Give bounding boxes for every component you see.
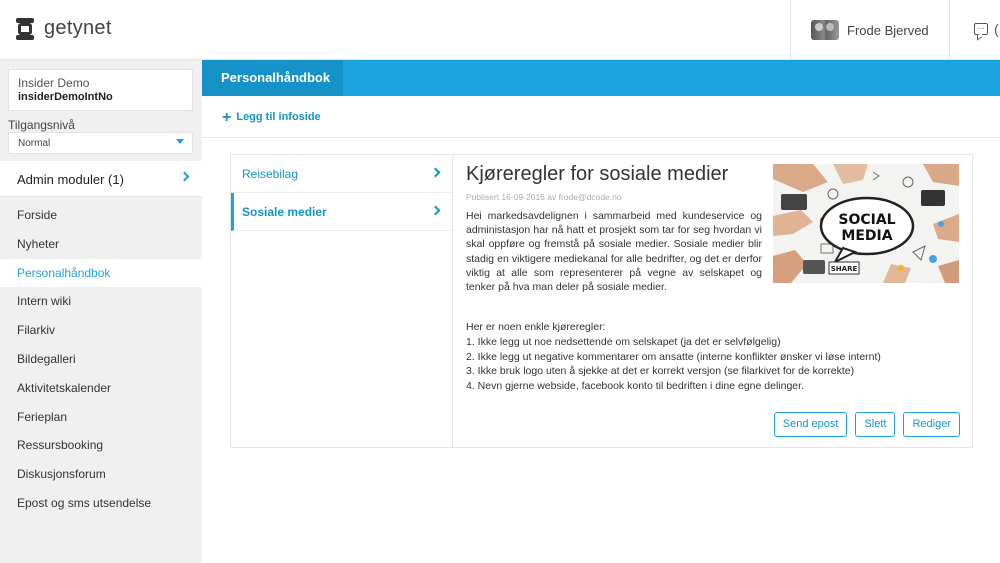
chevron-right-icon: [431, 206, 441, 216]
image-heading-line2: MEDIA: [841, 228, 893, 244]
add-info-page-label: Legg til infoside: [236, 111, 321, 123]
sidebar-item-personalhandbok[interactable]: Personalhåndbok: [0, 259, 202, 288]
top-bar: [0, 0, 1000, 60]
org-name: Insider Demo: [18, 76, 90, 90]
list-item: 2. Ikke legg ut negative kommentarer om ansatte (interne konflikter ønsker vi løse internt): [466, 350, 881, 363]
list-item: 4. Nevn gjerne webside, facebook konto til bedriften i dine egne delinger.: [466, 379, 804, 392]
sidebar-item-aktivitetskalender[interactable]: Aktivitetskalender: [17, 380, 112, 395]
sidebar-item-intern-wiki[interactable]: Intern wiki: [17, 294, 72, 309]
article: [454, 155, 972, 447]
sidebar-item-diskusjonsforum[interactable]: Diskusjonsforum: [17, 467, 106, 482]
sidebar-item-ressursbooking[interactable]: Ressursbooking: [17, 438, 104, 453]
brand-name: getynet: [44, 17, 112, 39]
chevron-down-icon: [176, 139, 184, 144]
sidebar-item-forside[interactable]: Forside: [17, 208, 58, 222]
article-meta: Publisert 16-09-2016 av frode@dcode.no: [466, 192, 622, 202]
page-item-reisebilag[interactable]: [231, 155, 452, 193]
user-menu[interactable]: [790, 0, 950, 60]
tab-personalhandbok[interactable]: Personalhåndbok: [202, 60, 343, 96]
plus-icon: +: [222, 108, 232, 126]
sidebar-item-epost-sms[interactable]: Epost og sms utsendelse: [17, 495, 152, 510]
access-level-select[interactable]: [8, 132, 193, 154]
org-id: insiderDemoIntNo: [18, 91, 113, 103]
page-item-label: Sosiale medier: [242, 205, 327, 219]
user-avatar: [811, 20, 839, 40]
sidebar: [0, 60, 202, 563]
admin-modules-label: Admin moduler (1): [17, 172, 124, 187]
sidebar-nav: [0, 201, 202, 518]
page-item-sosiale-medier[interactable]: [231, 193, 452, 231]
image-heading-line1: SOCIAL: [838, 212, 896, 228]
main-content: [202, 60, 1000, 563]
getynet-logo-icon: [16, 18, 34, 40]
image-share-tag: SHARE: [830, 265, 858, 273]
toolbar: [202, 96, 1000, 138]
sidebar-item-filarkiv[interactable]: Filarkiv: [17, 323, 55, 338]
sidebar-item-bildegalleri[interactable]: Bildegalleri: [17, 351, 76, 366]
rules-intro: Her er noen enkle kjøreregler:: [466, 321, 606, 333]
add-info-page-button[interactable]: [222, 108, 321, 126]
user-name: Frode Bjerved: [847, 22, 929, 38]
sidebar-item-ferieplan[interactable]: Ferieplan: [17, 409, 68, 424]
tab-bar: [202, 60, 1000, 96]
brand-logo[interactable]: [16, 17, 112, 40]
organization-box: [8, 69, 193, 111]
more-icon[interactable]: (: [994, 21, 999, 37]
list-item: 1. Ikke legg ut noe nedsettende om selskapet (ja det er selvfølgelig): [466, 336, 781, 348]
sidebar-item-nyheter[interactable]: Nyheter: [17, 236, 60, 251]
rules-list: [466, 335, 881, 393]
page-item-label: Reisebilag: [242, 167, 299, 181]
send-email-button[interactable]: Send epost: [774, 412, 848, 437]
article-actions: [774, 412, 960, 437]
article-title: Kjøreregler for sosiale medier: [466, 163, 729, 185]
article-intro: Hei markedsavdelignen i sammarbeid med kundeservice og administasjon har nå hatt et prosjekt som tar for seg hvordan vi skal oppføre og fremstå på sosiale medier. Sosiale medier blir stadig en viktigere mediekanal for alle bedrifter, og det er derfor viktig at alle som representerer på vegne av selskapet og tenker på hva man deler på sosiale medier.: [466, 210, 762, 294]
delete-button[interactable]: Slett: [855, 412, 895, 437]
chevron-right-icon: [180, 172, 190, 182]
social-media-image: [773, 164, 959, 283]
access-level-value: Normal: [18, 138, 51, 149]
page-list: [231, 155, 453, 447]
handbook-panel: [230, 154, 973, 448]
list-item: 3. Ikke bruk logo uten å sjekke at det er korrekt versjon (se filarkivet for de korrekte): [466, 365, 855, 377]
admin-modules-item[interactable]: [0, 161, 202, 197]
chat-icon[interactable]: ···: [974, 23, 988, 35]
access-level-label: Tilgangsnivå: [8, 118, 75, 132]
chevron-right-icon: [431, 168, 441, 178]
edit-button[interactable]: Rediger: [903, 412, 960, 437]
